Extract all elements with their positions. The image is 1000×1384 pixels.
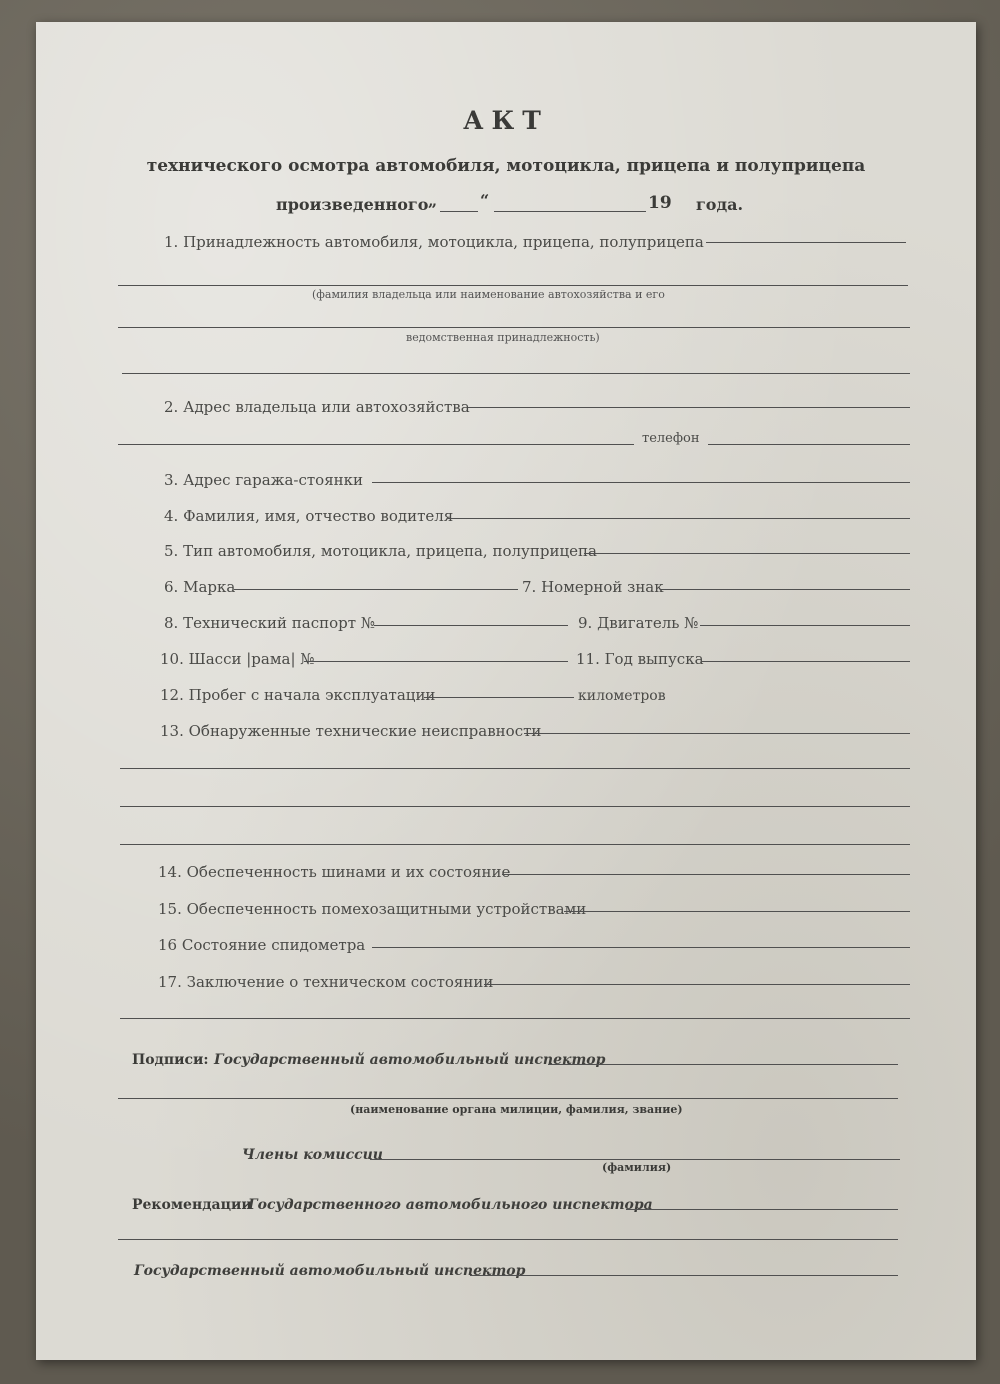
item-12-field[interactable] xyxy=(424,697,574,698)
item-16-field[interactable] xyxy=(372,947,910,948)
item-8-label: 8. Технический паспорт № xyxy=(164,614,375,632)
item-2-label: 2. Адрес владельца или автохозяйства xyxy=(164,398,470,416)
item-7-label: 7. Номерной знак xyxy=(522,578,664,596)
item-4-field[interactable] xyxy=(448,518,910,519)
item-13-field-line-2[interactable] xyxy=(120,768,910,769)
item-13-label: 13. Обнаруженные технические неисправности xyxy=(160,722,542,740)
inspector-field[interactable] xyxy=(548,1064,898,1065)
item-12-unit: километров xyxy=(578,688,666,704)
recommendations-field[interactable] xyxy=(626,1209,898,1210)
date-prefix: произведенного xyxy=(276,195,429,214)
item-5-label: 5. Тип автомобиля, мотоцикла, прицепа, полуприцепа xyxy=(164,542,597,560)
item-3-field[interactable] xyxy=(372,482,910,483)
item-17-field-line-2[interactable] xyxy=(120,1018,910,1019)
item-13-field-line-3[interactable] xyxy=(120,806,910,807)
item-1-label: 1. Принадлежность автомобиля, мотоцикла, прицепа, полуприцепа xyxy=(164,233,704,251)
item-1-caption-a: (фамилия владельца или наименование автохозяйства и его xyxy=(312,288,665,301)
item-4-label: 4. Фамилия, имя, отчество водителя xyxy=(164,507,454,525)
document-subtitle: технического осмотра автомобиля, мотоцикла, прицепа и полуприцепа xyxy=(146,156,866,176)
item-2-phone-label: телефон xyxy=(642,431,700,446)
inspector-field-line-2[interactable] xyxy=(118,1098,898,1099)
inspector-final-label: Государственный автомобильный инспектор xyxy=(134,1263,526,1279)
item-12-label: 12. Пробег с начала эксплуатации xyxy=(160,686,436,704)
item-10-label: 10. Шасси |рама| № xyxy=(160,650,315,668)
item-16-label: 16 Состояние спидометра xyxy=(158,936,366,954)
item-13-field-line-4[interactable] xyxy=(120,844,910,845)
item-15-label: 15. Обеспеченность помехозащитными устройствами xyxy=(158,900,587,918)
item-6-field[interactable] xyxy=(234,589,518,590)
item-5-field[interactable] xyxy=(584,553,910,554)
item-7-field[interactable] xyxy=(660,589,910,590)
item-9-label: 9. Двигатель № xyxy=(578,614,699,632)
item-1-field-line-3[interactable] xyxy=(118,327,910,328)
members-caption: (фамилия) xyxy=(602,1161,672,1174)
recommendations-field-line-2[interactable] xyxy=(118,1239,898,1240)
signatures-label: Подписи: xyxy=(132,1052,209,1068)
item-13-field[interactable] xyxy=(524,733,910,734)
date-year-prefix: 19 xyxy=(648,193,672,213)
members-label: Члены комиссии xyxy=(242,1147,383,1163)
inspector-caption: (наименование органа милиции, фамилия, звание) xyxy=(350,1103,683,1116)
item-6-label: 6. Марка xyxy=(164,578,236,596)
item-14-label: 14. Обеспеченность шинами и их состояние xyxy=(158,863,511,881)
document-title: АКТ xyxy=(463,106,549,135)
recommendations-label: Рекомендации xyxy=(132,1197,252,1213)
date-open-quote: „ xyxy=(428,191,438,210)
item-17-field[interactable] xyxy=(484,984,910,985)
item-15-field[interactable] xyxy=(564,911,910,912)
item-3-label: 3. Адрес гаража-стоянки xyxy=(164,471,364,489)
item-17-label: 17. Заключение о техническом состоянии xyxy=(158,973,494,991)
item-2-field[interactable] xyxy=(468,407,910,408)
inspector-final-field[interactable] xyxy=(470,1275,898,1276)
item-1-field-line-2[interactable] xyxy=(118,285,908,286)
item-1-caption-b: ведомственная принадлежность) xyxy=(406,331,600,344)
members-field[interactable] xyxy=(370,1159,900,1160)
item-10-field[interactable] xyxy=(304,661,568,662)
item-9-field[interactable] xyxy=(700,625,910,626)
item-2-phone-field[interactable] xyxy=(708,444,910,445)
item-11-field[interactable] xyxy=(702,661,910,662)
item-8-field[interactable] xyxy=(374,625,568,626)
item-1-field[interactable] xyxy=(706,242,906,243)
item-14-field[interactable] xyxy=(502,874,910,875)
document-page xyxy=(36,22,976,1360)
inspector-label: Государственный автомобильный инспектор xyxy=(214,1052,606,1068)
date-close-quote: “ xyxy=(480,191,490,210)
item-1-field-line-4[interactable] xyxy=(122,373,910,374)
item-11-label: 11. Год выпуска xyxy=(576,650,704,668)
date-month-line[interactable] xyxy=(494,211,646,212)
date-suffix: года. xyxy=(696,195,744,214)
date-day-line[interactable] xyxy=(440,211,478,212)
item-2-field-line-2[interactable] xyxy=(118,444,634,445)
recommendations-text: Государственного автомобильного инспектора xyxy=(248,1197,653,1213)
